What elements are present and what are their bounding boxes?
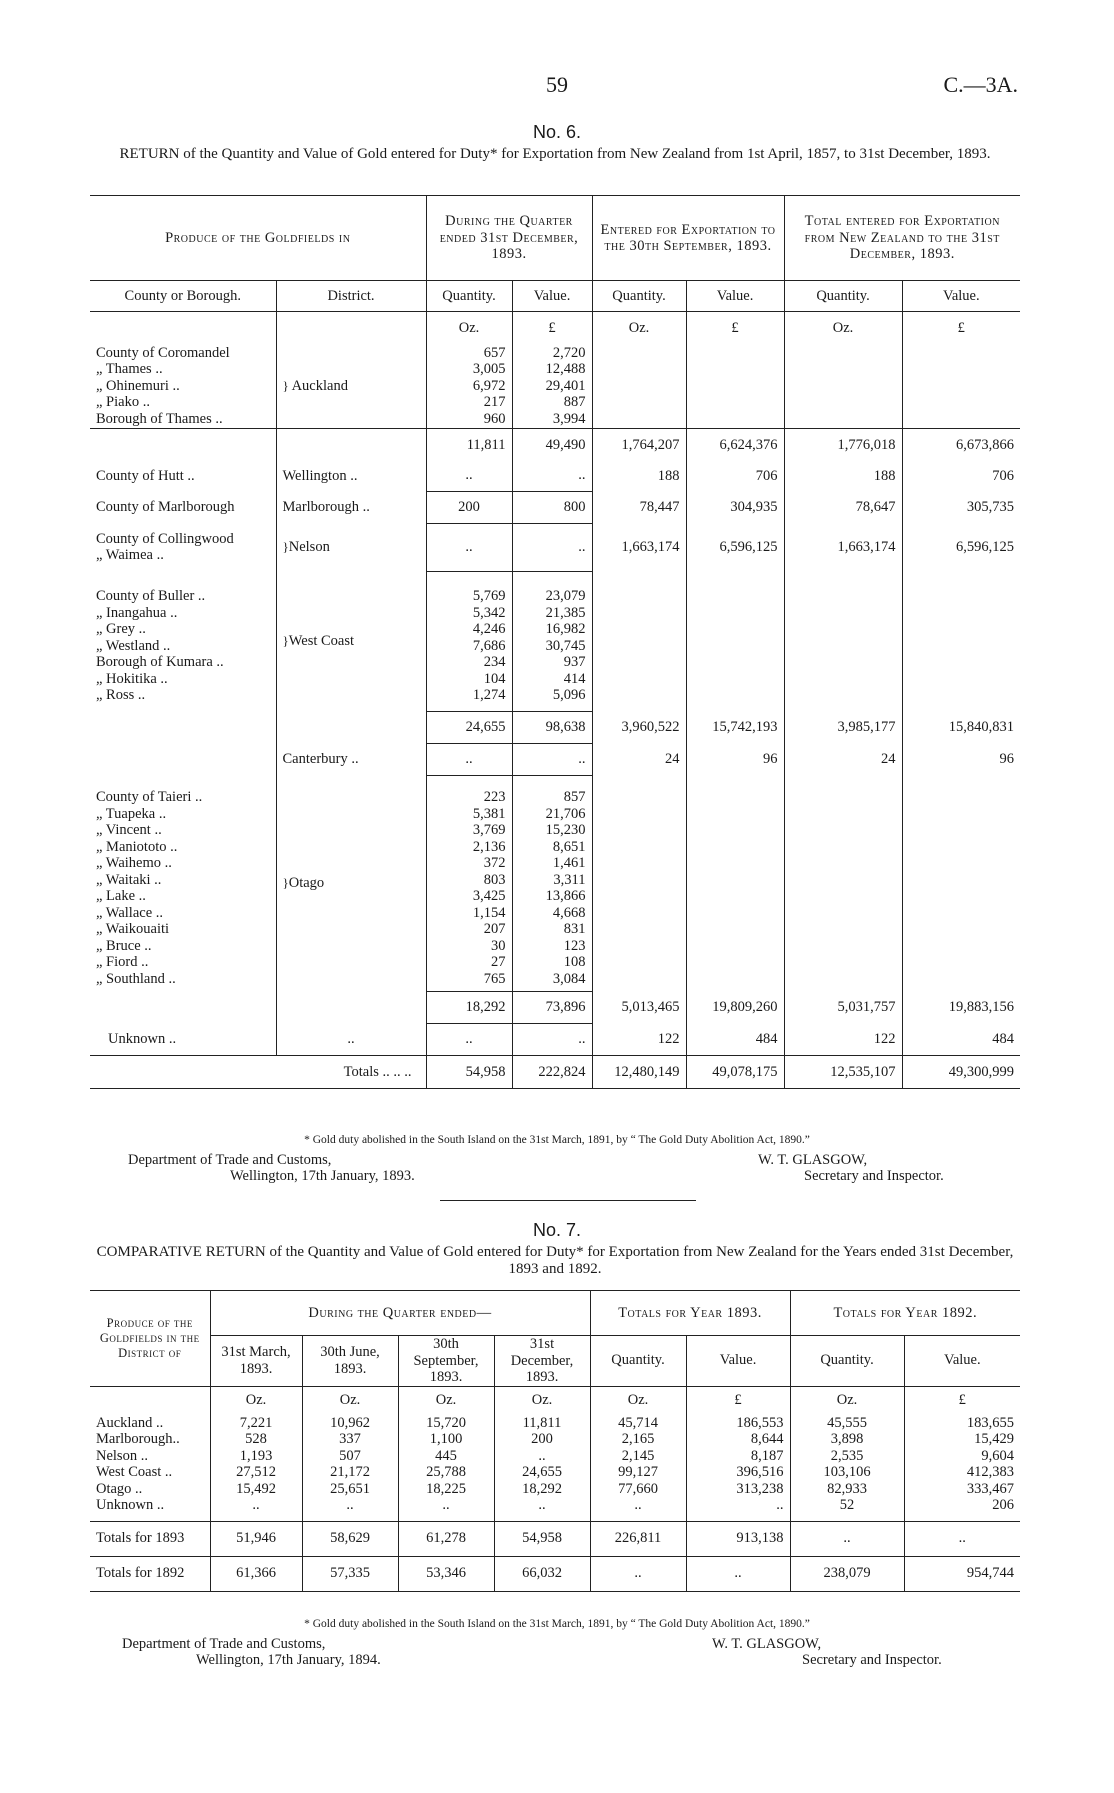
unknown-label: Unknown .. [108, 1030, 177, 1047]
unit-pound: £ [512, 312, 592, 345]
auckland-subtotal-val: 49,490 [512, 429, 592, 462]
table7-q3-values: 15,720 1,100 445 25,788 18,225 .. [398, 1415, 494, 1522]
table6-col-value: Value. [686, 281, 784, 312]
table6-header-entered: Entered for Exportation to the 30th September, 1893. [592, 196, 784, 281]
table7-header-produce: Produce of the Goldfields in the District of [99, 1315, 200, 1360]
auckland-total-val: 6,673,866 [902, 429, 1020, 462]
unknown-val: .. [512, 1023, 592, 1056]
table6 [90, 195, 1020, 1089]
page-number: 59 [546, 72, 568, 97]
otago-counties: County of Taieri .. „ Tuapeka .. „ Vincent .. „ Maniototo .. „ Waihemo .. „ Waitaki .. „ Lake .. „ Wallace .. „ Waikouaiti „ Bruce .. „ Fiord .. „ Southland .. [96, 789, 203, 987]
westcoast-quantities: 5,769 5,342 4,246 7,686 234 104 1,274 [426, 571, 512, 711]
table6-col-value: Value. [902, 281, 1020, 312]
totals1892-q4: 66,032 [494, 1556, 590, 1591]
auckland-district: } Auckland [276, 344, 426, 429]
table7-1893-val: 186,553 8,644 8,187 396,516 313,238 .. [686, 1415, 790, 1522]
unit-oz: Oz. [398, 1386, 494, 1415]
canterbury-total-qty: 24 [784, 743, 902, 775]
marlborough-val: 800 [512, 491, 592, 523]
canterbury-total-val: 96 [902, 743, 1020, 775]
westcoast-subtotal-val: 98,638 [512, 711, 592, 743]
wellington-county: County of Hutt .. [96, 467, 195, 484]
table6-title: RETURN of the Quantity and Value of Gold entered for Duty* for Exportation from New Zealand from 1st April, 1857, to 31st December, 1893. [119, 146, 991, 162]
table7-q2-values: 10,962 337 507 21,172 25,651 .. [302, 1415, 398, 1522]
table7-1893-qty: 45,714 2,165 2,145 99,127 77,660 .. [590, 1415, 686, 1522]
table6-col-quantity: Quantity. [592, 281, 686, 312]
table7-col-quantity: Quantity. [790, 1336, 904, 1387]
totals-total-val: 49,300,999 [902, 1056, 1020, 1089]
table6-signer: W. T. GLASGOW, [758, 1152, 868, 1168]
table7-col-q1: 31st March, 1893. [210, 1336, 302, 1387]
unknown-total-val: 484 [902, 1023, 1020, 1056]
table7-col-q2: 30th June, 1893. [302, 1336, 398, 1387]
westcoast-entered-qty: 3,960,522 [592, 711, 686, 743]
table7-col-value: Value. [686, 1336, 790, 1387]
table6-col-district: District. [276, 281, 426, 312]
table6-header-quarter: During the Quarter ended 31st December, 1893. [426, 196, 592, 281]
totals-entered-qty: 12,480,149 [592, 1056, 686, 1089]
marlborough-total-val: 305,735 [902, 491, 1020, 523]
canterbury-district: Canterbury .. [276, 743, 426, 775]
document-code: C.—3A. [943, 72, 1018, 97]
table7-department: Department of Trade and Customs, [122, 1636, 326, 1652]
table7-q4-values: 11,811 200 .. 24,655 18,292 .. [494, 1415, 590, 1522]
nelson-entered-qty: 1,663,174 [592, 523, 686, 571]
nelson-qty: .. [426, 523, 512, 571]
marlborough-total-qty: 78,647 [784, 491, 902, 523]
westcoast-entered-val: 15,742,193 [686, 711, 784, 743]
nelson-counties: County of Collingwood „ Waimea .. [96, 530, 234, 563]
canterbury-val: .. [512, 743, 592, 775]
auckland-entered-qty: 1,764,207 [592, 429, 686, 462]
unknown-entered-qty: 122 [592, 1023, 686, 1056]
table6-department: Department of Trade and Customs, [128, 1152, 332, 1168]
auckland-total-qty: 1,776,018 [784, 429, 902, 462]
wellington-entered-val: 706 [686, 461, 784, 491]
totals-total-qty: 12,535,107 [784, 1056, 902, 1089]
table7-place-date: Wellington, 17th January, 1894. [196, 1652, 381, 1668]
marlborough-entered-val: 304,935 [686, 491, 784, 523]
table7-header-1893: Totals for Year 1893. [590, 1291, 790, 1336]
otago-values: 857 21,706 15,230 8,651 1,461 3,311 13,866 4,668 831 123 108 3,084 [512, 775, 592, 991]
table7-number: No. 7. [532, 1220, 582, 1240]
totals-val: 222,824 [512, 1056, 592, 1089]
canterbury-qty: .. [426, 743, 512, 775]
table7-footnote: * Gold duty abolished in the South Island on the 31st March, 1891, by “ The Gold Duty Abolition Act, 1890.” [304, 1618, 810, 1630]
otago-entered-val: 19,809,260 [686, 991, 784, 1023]
table7-signer: W. T. GLASGOW, [712, 1636, 822, 1652]
unit-oz: Oz. [592, 312, 686, 345]
totals-qty: 54,958 [426, 1056, 512, 1089]
wellington-qty: .. [426, 461, 512, 491]
westcoast-values: 23,079 21,385 16,982 30,745 937 414 5,096 [512, 571, 592, 711]
table7-col-value: Value. [904, 1336, 1020, 1387]
auckland-subtotal-qty: 11,811 [426, 429, 512, 462]
unit-oz: Oz. [590, 1386, 686, 1415]
westcoast-subtotal-qty: 24,655 [426, 711, 512, 743]
table6-place-date: Wellington, 17th January, 1893. [230, 1168, 415, 1184]
otago-subtotal-qty: 18,292 [426, 991, 512, 1023]
table7-col-q3: 30th September, 1893. [398, 1336, 494, 1387]
nelson-entered-val: 6,596,125 [686, 523, 784, 571]
table7-header-quarter: During the Quarter ended— [210, 1291, 590, 1336]
table7-1892-qty: 45,555 3,898 2,535 103,106 82,933 52 [790, 1415, 904, 1522]
westcoast-district: }West Coast [276, 571, 426, 711]
auckland-values: 2,720 12,488 29,401 887 3,994 [512, 344, 592, 429]
unknown-qty: .. [426, 1023, 512, 1056]
table7-signer-title: Secretary and Inspector. [802, 1652, 942, 1668]
table7-districts: Auckland .. Marlborough.. Nelson .. West Coast .. Otago .. Unknown .. [96, 1414, 180, 1513]
wellington-district: Wellington .. [276, 461, 426, 491]
wellington-total-val: 706 [902, 461, 1020, 491]
westcoast-total-val: 15,840,831 [902, 711, 1020, 743]
table6-col-quantity: Quantity. [426, 281, 512, 312]
otago-entered-qty: 5,013,465 [592, 991, 686, 1023]
totals1892-qty: 238,079 [790, 1556, 904, 1591]
table7 [90, 1290, 1020, 1592]
totals1893-val: 913,138 [686, 1521, 790, 1556]
otago-district: }Otago [276, 775, 426, 991]
table7-col-quantity: Quantity. [590, 1336, 686, 1387]
totals-entered-val: 49,078,175 [686, 1056, 784, 1089]
marlborough-qty: 200 [426, 491, 512, 523]
auckland-entered-val: 6,624,376 [686, 429, 784, 462]
table7-header-1892: Totals for Year 1892. [790, 1291, 1020, 1336]
table7-q1-values: 7,221 528 1,193 27,512 15,492 .. [210, 1415, 302, 1522]
unknown-total-qty: 122 [784, 1023, 902, 1056]
totals1893-1892qty: .. [790, 1521, 904, 1556]
totals1893-1892val: .. [904, 1521, 1020, 1556]
canterbury-entered-val: 96 [686, 743, 784, 775]
totals1892-q3: 53,346 [398, 1556, 494, 1591]
otago-total-val: 19,883,156 [902, 991, 1020, 1023]
table6-col-quantity: Quantity. [784, 281, 902, 312]
unknown-entered-val: 484 [686, 1023, 784, 1056]
table6-number: No. 6. [532, 122, 582, 142]
table6-signer-title: Secretary and Inspector. [804, 1168, 944, 1184]
westcoast-total-qty: 3,985,177 [784, 711, 902, 743]
wellington-total-qty: 188 [784, 461, 902, 491]
totals1892-1893val: .. [686, 1556, 790, 1591]
table6-footnote: * Gold duty abolished in the South Island on the 31st March, 1891, by “ The Gold Duty Abolition Act, 1890.” [304, 1134, 810, 1146]
wellington-val: .. [512, 461, 592, 491]
table6-col-county: County or Borough. [124, 287, 241, 304]
unit-oz: Oz. [784, 312, 902, 345]
otago-total-qty: 5,031,757 [784, 991, 902, 1023]
auckland-quantities: 657 3,005 6,972 217 960 [426, 344, 512, 429]
totals1893-q4: 54,958 [494, 1521, 590, 1556]
totals1893-q2: 58,629 [302, 1521, 398, 1556]
unit-oz: Oz. [426, 312, 512, 345]
unit-pound: £ [904, 1386, 1020, 1415]
table6-header-total: Total entered for Exportation from New Zealand to the 31st December, 1893. [784, 196, 1020, 281]
nelson-total-val: 6,596,125 [902, 523, 1020, 571]
marlborough-county: County of Marlborough [96, 498, 235, 515]
unit-pound: £ [686, 312, 784, 345]
totals1892-val: 954,744 [904, 1556, 1020, 1591]
unit-pound: £ [686, 1386, 790, 1415]
unit-oz: Oz. [210, 1386, 302, 1415]
nelson-district: }Nelson [276, 523, 426, 571]
otago-subtotal-val: 73,896 [512, 991, 592, 1023]
table6-col-value: Value. [512, 281, 592, 312]
table7-totals-1892-label: Totals for 1892 [96, 1565, 185, 1581]
unknown-district-dots: .. [276, 1023, 426, 1056]
table7-totals-1893-label: Totals for 1893 [96, 1530, 185, 1546]
auckland-counties: County of Coromandel „ Thames .. „ Ohinemuri .. „ Piako .. Borough of Thames .. [96, 344, 230, 427]
nelson-total-qty: 1,663,174 [784, 523, 902, 571]
totals1893-qty: 226,811 [590, 1521, 686, 1556]
table7-1892-val: 183,655 15,429 9,604 412,383 333,467 206 [904, 1415, 1020, 1522]
wellington-entered-qty: 188 [592, 461, 686, 491]
marlborough-district: Marlborough .. [276, 491, 426, 523]
table6-totals-label: Totals .. .. .. [343, 1063, 412, 1080]
table7-title: COMPARATIVE RETURN of the Quantity and Value of Gold entered for Duty* for Exportation from New Zealand for the Years ended 31st December, 1893 and 1892. [96, 1244, 1014, 1277]
otago-quantities: 223 5,381 3,769 2,136 372 803 3,425 1,154 207 30 27 765 [426, 775, 512, 991]
unit-oz: Oz. [494, 1386, 590, 1415]
canterbury-entered-qty: 24 [592, 743, 686, 775]
marlborough-entered-qty: 78,447 [592, 491, 686, 523]
table6-header-produce: Produce of the Goldfields in [165, 229, 351, 246]
totals1893-q1: 51,946 [210, 1521, 302, 1556]
separator-rule [440, 1200, 696, 1201]
unit-pound: £ [902, 312, 1020, 345]
table7-col-q4: 31st December, 1893. [494, 1336, 590, 1387]
totals1893-q3: 61,278 [398, 1521, 494, 1556]
totals1892-1893qty: .. [590, 1556, 686, 1591]
nelson-val: .. [512, 523, 592, 571]
unit-oz: Oz. [302, 1386, 398, 1415]
unit-oz: Oz. [790, 1386, 904, 1415]
totals1892-q1: 61,366 [210, 1556, 302, 1591]
totals1892-q2: 57,335 [302, 1556, 398, 1591]
westcoast-counties: County of Buller .. „ Inangahua .. „ Grey .. „ Westland .. Borough of Kumara .. „ Hokitika .. „ Ross .. [96, 588, 224, 704]
